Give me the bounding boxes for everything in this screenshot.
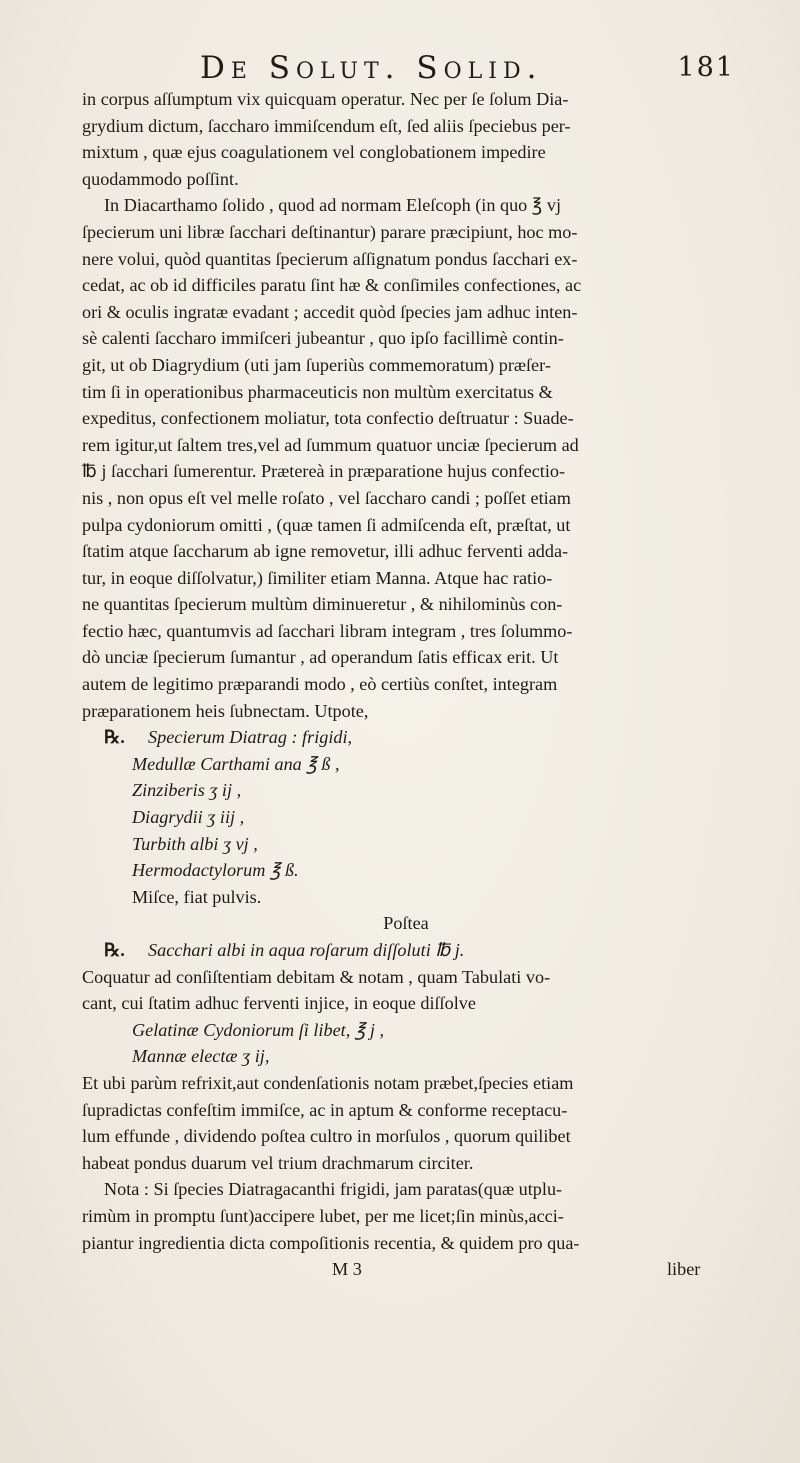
recipe-instruction: Miſce, fiat pulvis. [132, 886, 262, 907]
text-line: ne quantitas ſpecierum multùm diminueretur , & nihilominùs con- [82, 594, 563, 615]
text-line: expeditus, confectionem moliatur, tota confectio deſtruatur : Suade- [82, 408, 574, 429]
text-line: rem igitur,ut ſaltem tres,vel ad ſummum quatuor unciæ ſpecierum ad [82, 434, 579, 455]
text-line: fectio hæc, quantumvis ad ſacchari libram integram , tres ſolummo- [82, 620, 573, 641]
text-line: piantur ingredientia dicta compoſitionis recentia, & quidem pro qua- [82, 1232, 580, 1253]
text-line: quodammodo poſſint. [82, 168, 239, 189]
text-line: ℔ j ſacchari ſumerentur. Prætereà in præparatione hujus confectio- [82, 461, 566, 482]
recipe-ingredient: Gelatinæ Cydoniorum ſi libet, ℥ j , [132, 1019, 384, 1040]
text-line: in corpus aſſumptum vix quicquam operatur. Nec per ſe ſolum Dia- [82, 89, 569, 109]
signature-mark: M 3 [332, 1259, 362, 1280]
recipe-line [82, 724, 730, 751]
text-line: dò unciæ ſpecierum ſumantur , ad operandum ſatis efficax erit. Ut [82, 647, 559, 668]
text-line: ſpecierum uni libræ ſacchari deſtinantur) parare præcipiunt, hoc mo- [82, 221, 578, 242]
text-line: git, ut ob Diagrydium (uti jam ſuperiùs commemoratum) præſer- [82, 354, 551, 375]
recipe-ingredient: Zinziberis ʒ ij , [132, 780, 242, 801]
recipe-symbol: ℞. [104, 940, 125, 960]
recipe-ingredient: Specierum Diatrag : frigidi, [148, 727, 353, 748]
recipe-line [82, 831, 730, 858]
recipe-ingredient: Medullæ Carthami ana ℥ ß , [132, 753, 340, 774]
text-line: Et ubi parùm refrixit,aut condenſationis notam præbet,ſpecies etiam [82, 1072, 574, 1093]
running-head [120, 50, 735, 90]
page-number: 181 [677, 52, 735, 83]
recipe-ingredient: Turbith albi ʒ vj , [132, 833, 258, 854]
text-line: cedat, ac ob id difficiles paratu ſint hæ & conſimiles confectiones, ac [82, 275, 582, 296]
recipe-line [82, 751, 730, 778]
text-line: In Diacarthamo ſolido , quod ad normam Eleſcoph (in quo ℥ vj [104, 195, 562, 216]
recipe-line [82, 777, 730, 804]
text-line: cant, cui ſtatim adhuc ferventi injice, in eoque diſſolve [82, 993, 476, 1014]
recipe-line [82, 937, 730, 964]
recipe-ingredient: Mannæ electæ ʒ ij, [132, 1046, 270, 1067]
text-line: mixtum , quæ ejus coagulationem vel conglobationem impedire [82, 142, 546, 163]
recipe-line [82, 857, 730, 884]
recipe-line [82, 1017, 730, 1044]
recipe-line [82, 1043, 730, 1070]
text-line: ſupradictas confeſtim immiſce, ac in aptum & conforme receptacu- [82, 1099, 568, 1120]
text-line: tim ſi in operationibus pharmaceuticis non multùm exercitatus & [82, 381, 553, 402]
recipe-ingredient: Diagrydii ʒ iij , [132, 807, 245, 828]
catchword: liber [667, 1259, 701, 1280]
recipe-ingredient: Sacchari albi in aqua roſarum diſſoluti ℔ j. [148, 940, 465, 960]
text-line: præparationem heis ſubnectam. Utpote, [82, 700, 369, 721]
recipe-ingredient: Hermodactylorum ℥ ß. [132, 860, 299, 881]
text-line: ori & oculis ingratæ evadant ; accedit quòd ſpecies jam adhuc inten- [82, 301, 578, 322]
recipe-line [82, 804, 730, 831]
text-line: habeat pondus duarum vel trium drachmarum circiter. [82, 1152, 474, 1173]
running-title: De Solut. Solid. [200, 50, 543, 86]
recipe-symbol: ℞. [104, 727, 125, 748]
text-line: nis , non opus eſt vel melle roſato , vel ſaccharo candi ; poſſet etiam [82, 487, 571, 508]
text-line: autem de legitimo præparandi modo , eò certiùs conſtet, integram [82, 674, 558, 695]
page-foot [82, 1256, 730, 1283]
postea-heading: Poſtea [383, 913, 429, 934]
text-line: tur, in eoque diſſolvatur,) ſimiliter etiam Manna. Atque hac ratio- [82, 567, 553, 588]
text-line: pulpa cydoniorum omitti , (quæ tamen ſi admiſcenda eſt, præſtat, ut [82, 514, 571, 535]
text-line: grydium dictum, ſaccharo immiſcendum eſt, ſed aliis ſpeciebus per- [82, 115, 571, 136]
text-line: sè calenti ſaccharo immiſceri jubeantur , quo ipſo facillimè contin- [82, 328, 564, 349]
text-line: nere volui, quòd quantitas ſpecierum aſſignatum pondus ſacchari ex- [82, 248, 578, 269]
text-line: ſtatim atque ſaccharum ab igne removetur, illi adhuc ferventi adda- [82, 541, 569, 562]
text-line: rimùm in promptu ſunt)accipere lubet, per me licet;ſin minùs,acci- [82, 1205, 564, 1226]
text-line: Nota : Si ſpecies Diatragacanthi frigidi, jam paratas(quæ utplu- [104, 1179, 563, 1200]
text-line: Coquatur ad conſiſtentiam debitam & notam , quam Tabulati vo- [82, 966, 551, 987]
text-line: lum effunde , dividendo poſtea cultro in morſulos , quorum quilibet [82, 1126, 571, 1147]
body-text [82, 86, 730, 1283]
